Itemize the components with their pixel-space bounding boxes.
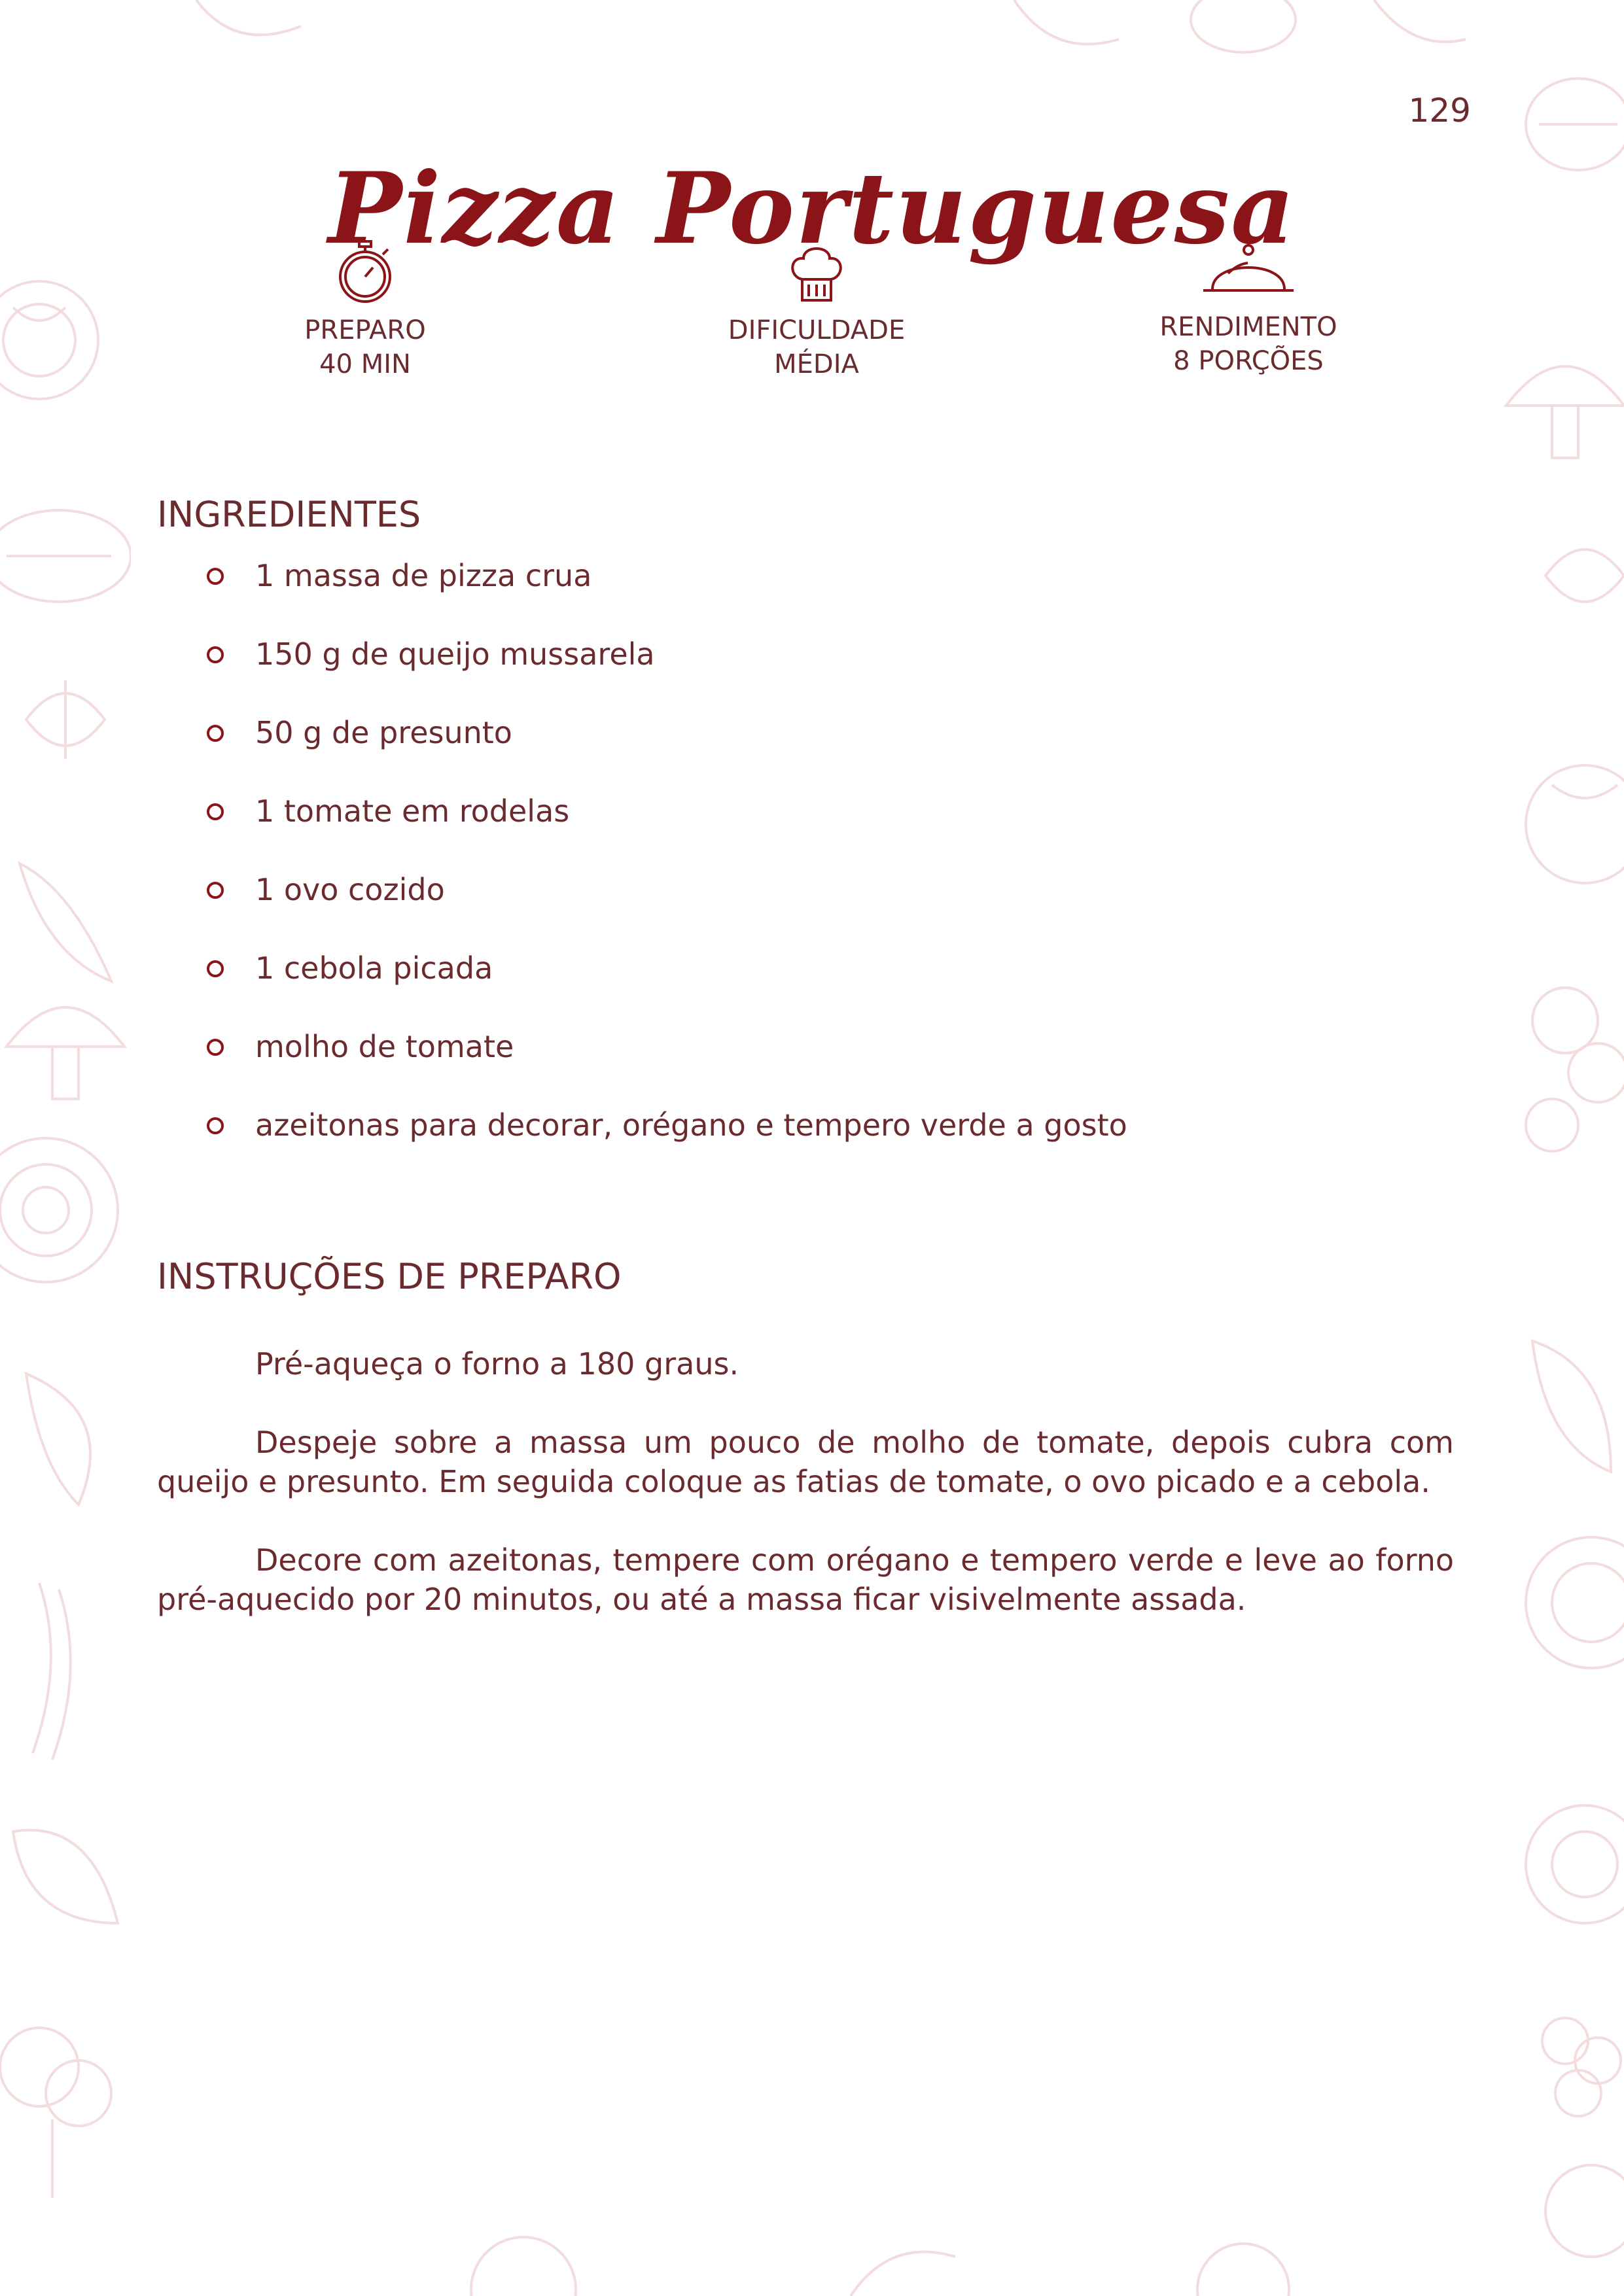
prep-time-info <box>202 239 529 381</box>
tomato-doodle-icon <box>0 281 98 399</box>
pepper-doodle-icon <box>26 1374 90 1505</box>
circle-bullet-icon <box>207 646 224 663</box>
food-doodle-border-right <box>1493 0 1624 2296</box>
mushroom-doodle-icon <box>1506 366 1624 458</box>
circle-bullet-icon <box>207 1039 224 1056</box>
list-item <box>203 706 1127 785</box>
broccoli-doodle-icon <box>0 2028 111 2198</box>
ingredient-text: 1 cebola picada <box>255 950 493 986</box>
stopwatch-icon <box>336 239 395 304</box>
list-item <box>203 785 1127 863</box>
leaf-doodle-icon <box>196 0 301 35</box>
lemon-doodle-icon <box>0 510 131 602</box>
pepper-doodle-icon <box>1532 1341 1611 1472</box>
list-item <box>203 1020 1127 1099</box>
grapes-doodle-icon <box>1542 2018 1621 2116</box>
circle-bullet-icon <box>207 803 224 820</box>
ingredients-list <box>203 549 1127 1177</box>
recipe-title: Pizza Portuguesa <box>328 150 1296 266</box>
ingredient-text: azeitonas para decorar, orégano e tempero verde a gosto <box>255 1107 1127 1143</box>
instructions-heading: INSTRUÇÕES DE PREPARO <box>157 1255 622 1297</box>
onion-doodle-icon <box>0 1138 118 1282</box>
leaf-doodle-icon <box>1374 0 1466 42</box>
cloche-icon <box>1199 242 1297 301</box>
yield-label: RENDIMENTO <box>1159 312 1337 342</box>
food-doodle-border-top <box>131 0 1493 78</box>
circle-bullet-icon <box>207 568 224 585</box>
ingredient-text: 1 tomate em rodelas <box>255 793 570 829</box>
ingredient-text: 1 massa de pizza crua <box>255 558 592 593</box>
chef-hat-icon <box>784 239 849 304</box>
pepper-doodle-icon <box>1014 0 1119 44</box>
ingredient-text: 1 ovo cozido <box>255 872 445 907</box>
prep-label: PREPARO <box>304 315 426 345</box>
list-item <box>203 863 1127 942</box>
ingredient-text: 50 g de presunto <box>255 715 512 750</box>
list-item <box>203 628 1127 706</box>
difficulty-label: DIFICULDADE <box>728 315 906 345</box>
mushroom-doodle-icon <box>7 1007 124 1099</box>
pepper-doodle-icon <box>20 863 111 981</box>
cherry-tomatoes-doodle-icon <box>1526 988 1624 1151</box>
garlic-doodle-icon <box>26 680 105 759</box>
yield-info <box>1085 242 1412 378</box>
circle-bullet-icon <box>207 882 224 899</box>
circle-bullet-icon <box>207 960 224 977</box>
instructions-body <box>157 1344 1454 1658</box>
tomato-doodle-icon <box>1526 765 1624 883</box>
circle-bullet-icon <box>207 725 224 742</box>
chili-doodle-icon <box>33 1583 71 1760</box>
tomato-doodle-icon <box>1545 2165 1624 2257</box>
garlic-doodle-icon <box>1545 549 1624 602</box>
food-doodle-border-bottom <box>131 2224 1493 2296</box>
circle-bullet-icon <box>207 1117 224 1134</box>
ingredients-heading: INGREDIENTES <box>157 493 421 535</box>
onion-doodle-icon <box>1526 1537 1624 1668</box>
instruction-paragraph: Despeje sobre a massa um pouco de molho de tomate, depois cubra com queijo e presunto. Em seguida coloque as fatias de tomate, o ovo picado e a cebola. <box>157 1425 1454 1499</box>
tomato-doodle-icon <box>1526 1805 1624 1923</box>
list-item <box>203 1099 1127 1177</box>
instruction-paragraph: Decore com azeitonas, tempere com orégano e tempero verde e leve ao forno pré-aquecido por 20 minutos, ou até a massa ficar visivelmente assada. <box>157 1542 1454 1617</box>
difficulty-value: MÉDIA <box>774 349 859 379</box>
page-number: 129 <box>1408 92 1471 130</box>
prep-value: 40 MIN <box>319 349 411 379</box>
list-item <box>203 942 1127 1020</box>
pepper-doodle-icon <box>851 2252 955 2296</box>
onion-doodle-icon <box>471 2237 576 2296</box>
lemon-doodle-icon <box>1191 0 1296 52</box>
instruction-paragraph: Pré-aqueça o forno a 180 graus. <box>255 1346 739 1382</box>
list-item <box>203 549 1127 628</box>
difficulty-info <box>653 239 980 381</box>
ingredient-text: molho de tomate <box>255 1029 514 1064</box>
yield-value: 8 PORÇÕES <box>1173 346 1324 376</box>
tomato-doodle-icon <box>1197 2244 1289 2296</box>
leaf-doodle-icon <box>13 1830 118 1923</box>
ingredient-text: 150 g de queijo mussarela <box>255 636 655 672</box>
food-doodle-border-left <box>0 0 131 2296</box>
